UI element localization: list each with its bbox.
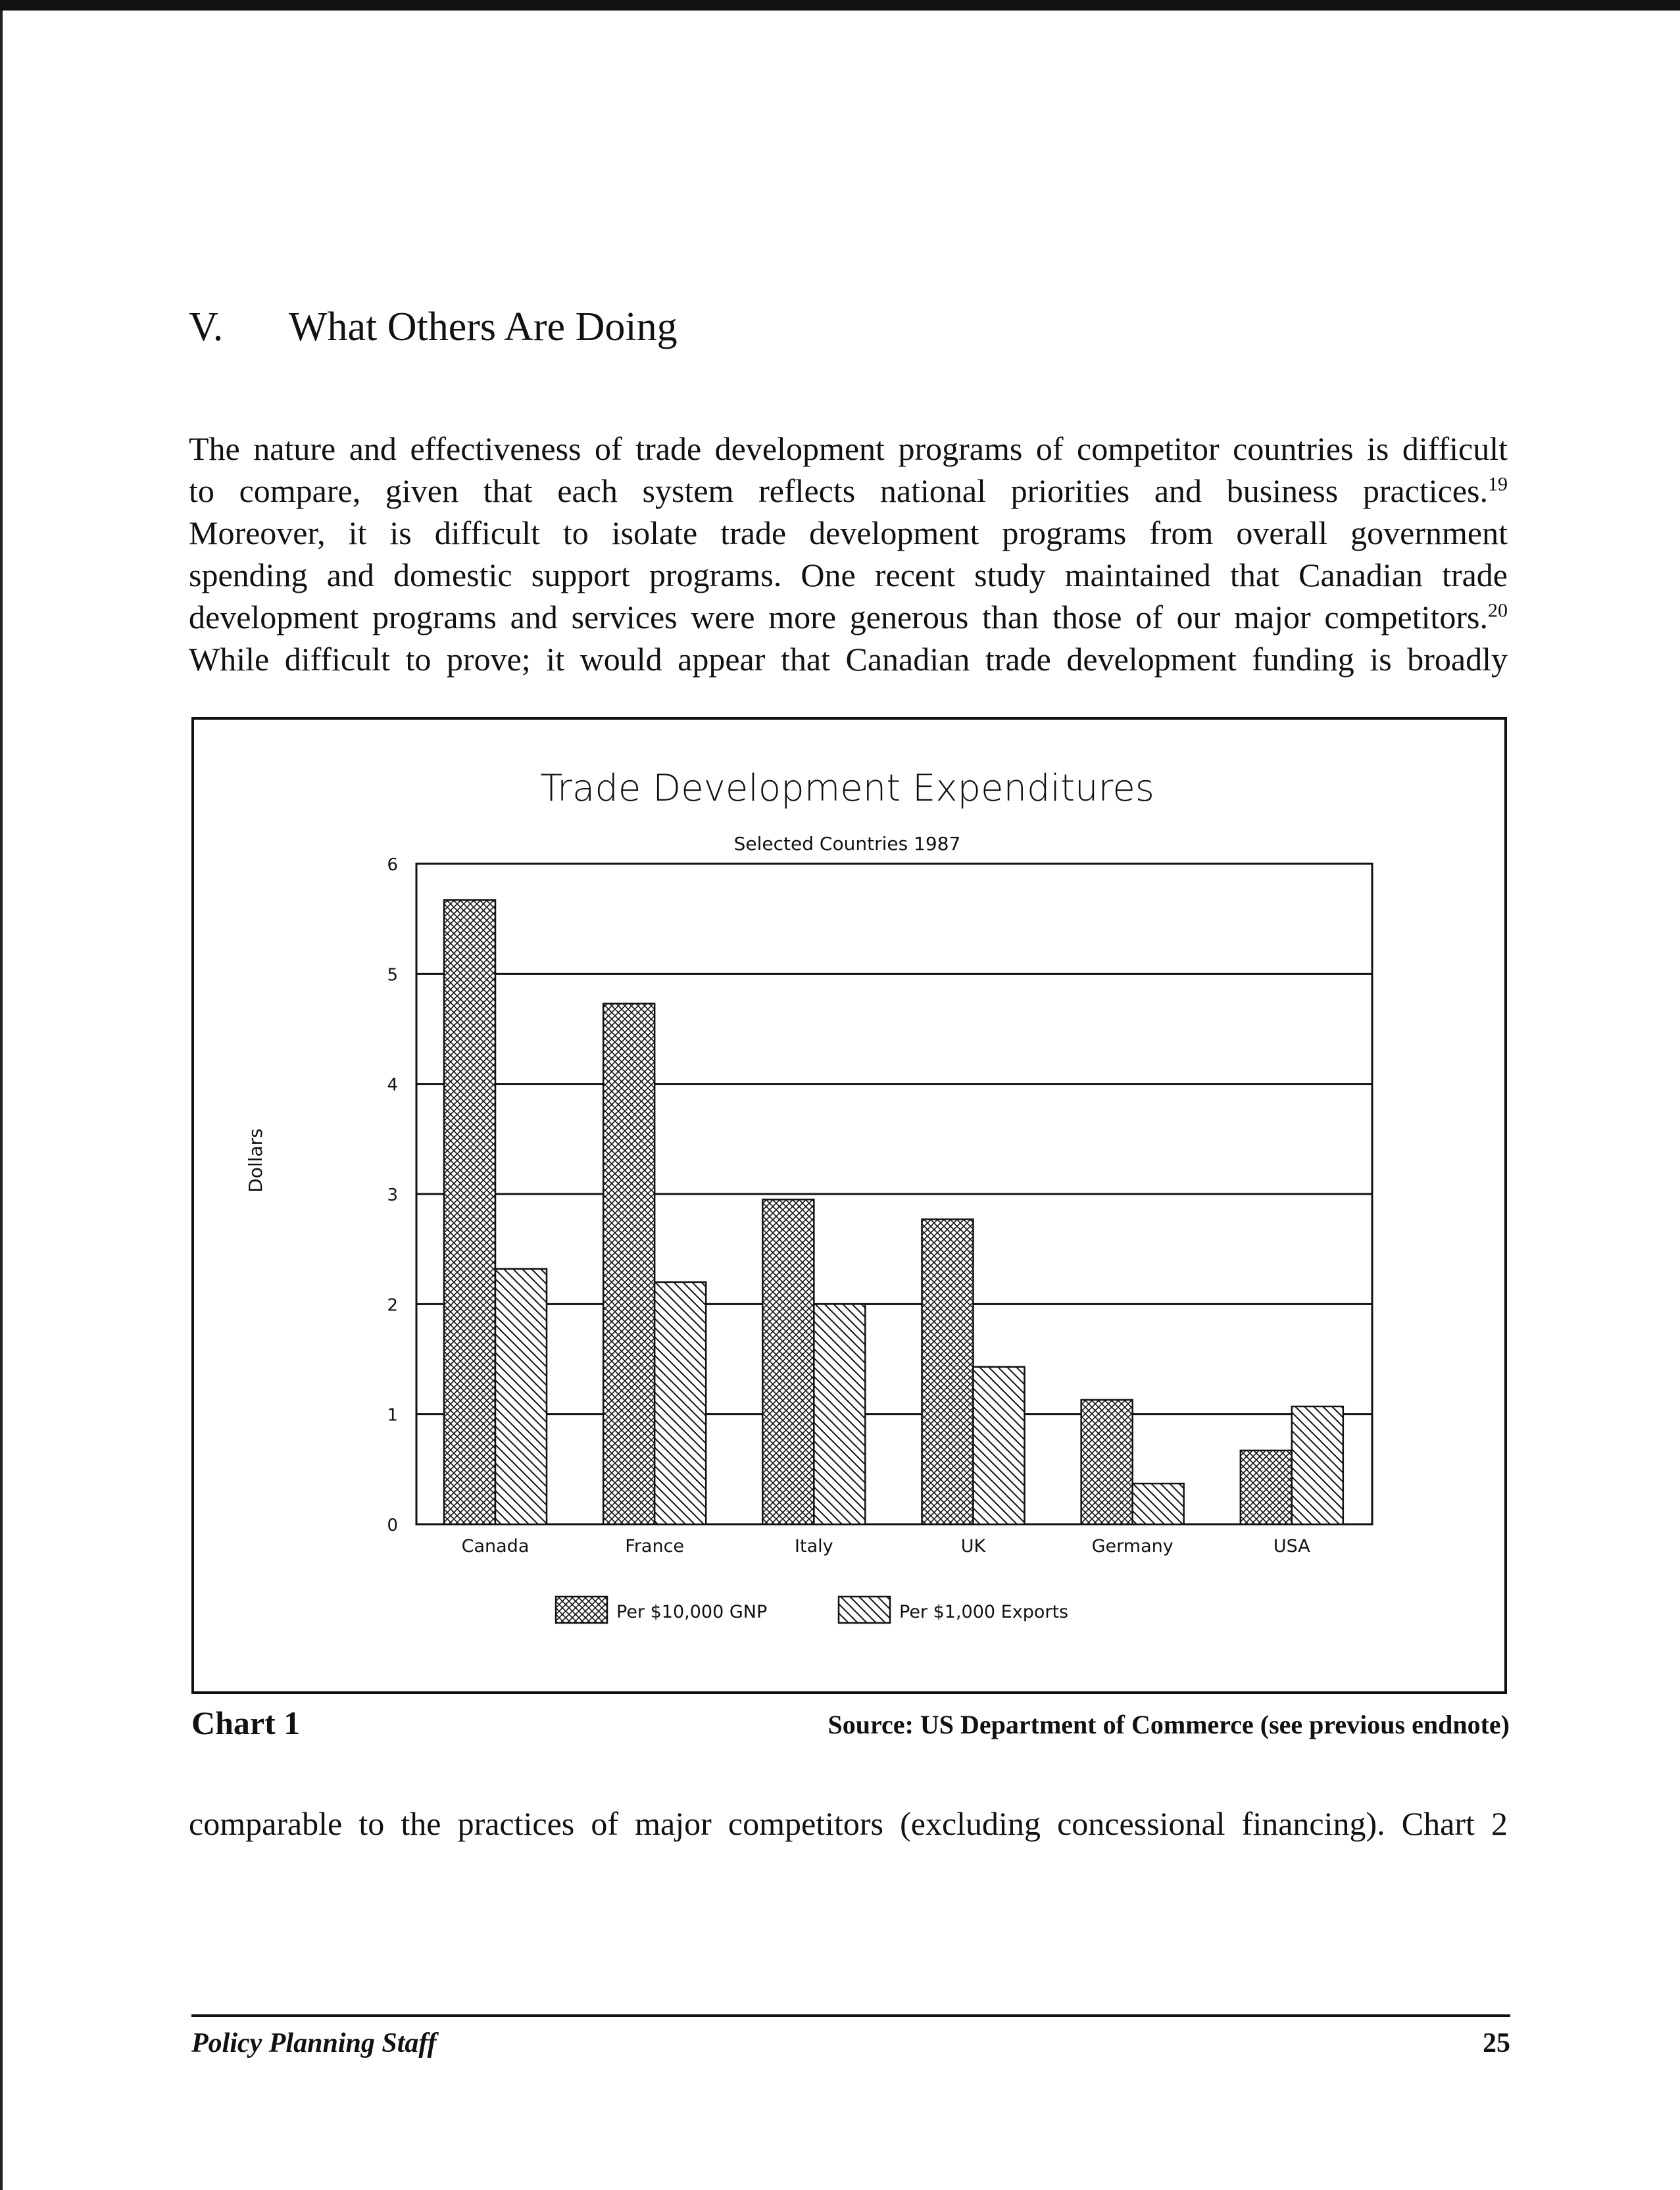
- bar-italy-series-2: [814, 1304, 865, 1524]
- bar-uk-series-1: [922, 1219, 974, 1524]
- y-tick-label: 6: [387, 855, 398, 875]
- x-tick-label: Canada: [461, 1536, 530, 1556]
- text-line: The nature and effectiveness of trade development programs of competitor countries is difficult: [189, 430, 1508, 467]
- x-tick-label: Italy: [795, 1536, 833, 1556]
- text-line: spending and domestic support programs. One recent study maintained that Canadian trade: [189, 557, 1508, 593]
- bars: [444, 900, 1343, 1524]
- footer-divider: [191, 2014, 1510, 2017]
- y-axis-label: Dollars: [245, 1128, 266, 1193]
- chart-source: Source: US Department of Commerce (see previous endnote): [828, 1710, 1510, 1739]
- x-axis-ticks: [462, 1536, 1311, 1556]
- y-tick-label: 5: [387, 965, 398, 985]
- body-paragraph: [189, 428, 1508, 680]
- y-tick-label: 1: [387, 1405, 398, 1426]
- y-tick-label: 4: [387, 1075, 398, 1095]
- bar-italy-series-1: [762, 1199, 814, 1524]
- section-title: What Others Are Doing: [289, 305, 678, 349]
- x-tick-label: France: [625, 1536, 685, 1556]
- y-tick-label: 3: [387, 1185, 398, 1205]
- legend-label: Per $1,000 Exports: [899, 1602, 1069, 1622]
- footer-org: Policy Planning Staff: [191, 2028, 437, 2058]
- text-line: to compare, given that each system reflects national priorities and business practices.$^{19}$: [189, 472, 1508, 509]
- bar-usa-series-2: [1292, 1406, 1343, 1524]
- bar-uk-series-2: [974, 1367, 1025, 1524]
- y-tick-label: 0: [387, 1516, 398, 1535]
- x-tick-label: USA: [1273, 1536, 1310, 1556]
- legend-swatch: [839, 1597, 890, 1623]
- bar-france-series-2: [655, 1282, 706, 1524]
- bar-germany-series-2: [1133, 1483, 1184, 1524]
- bar-chart: [194, 720, 1504, 1691]
- bar-canada-series-1: [444, 900, 495, 1524]
- top-border: [0, 0, 1680, 11]
- chart-frame: [191, 717, 1507, 1694]
- bar-france-series-1: [603, 1004, 655, 1524]
- bar-usa-series-1: [1241, 1451, 1292, 1524]
- page-number: 25: [1483, 2028, 1510, 2058]
- section-number: V.: [189, 305, 224, 349]
- gridlines: [416, 974, 1372, 1414]
- chart-caption-label: Chart 1: [191, 1705, 301, 1741]
- bar-germany-series-1: [1081, 1400, 1133, 1524]
- chart-title: Trade Development Expenditures: [540, 767, 1154, 810]
- left-edge: [0, 11, 3, 2190]
- x-tick-label: UK: [960, 1536, 986, 1556]
- footnote-ref[interactable]: 19: [1488, 473, 1508, 495]
- legend-label: Per $10,000 GNP: [616, 1602, 768, 1622]
- footnote-ref[interactable]: 20: [1488, 599, 1508, 622]
- chart-subtitle: Selected Countries 1987: [733, 833, 961, 855]
- legend-swatch: [556, 1597, 607, 1623]
- text-line: development programs and services were more generous than those of our major competitors.$^{20}$: [189, 599, 1508, 635]
- body-paragraph-continued: comparable to the practices of major competitors (excluding concessional financing). Chart 2: [189, 1805, 1508, 1842]
- y-axis-ticks: [387, 855, 398, 1535]
- legend: [556, 1597, 1068, 1623]
- x-tick-label: Germany: [1091, 1536, 1174, 1556]
- bar-canada-series-2: [495, 1269, 547, 1524]
- section-heading: [189, 304, 678, 351]
- text-line: Moreover, it is difficult to isolate trade development programs from overall government: [189, 514, 1508, 551]
- text-line: While difficult to prove; it would appear that Canadian trade development funding is broadly: [189, 641, 1508, 678]
- y-tick-label: 2: [387, 1295, 398, 1316]
